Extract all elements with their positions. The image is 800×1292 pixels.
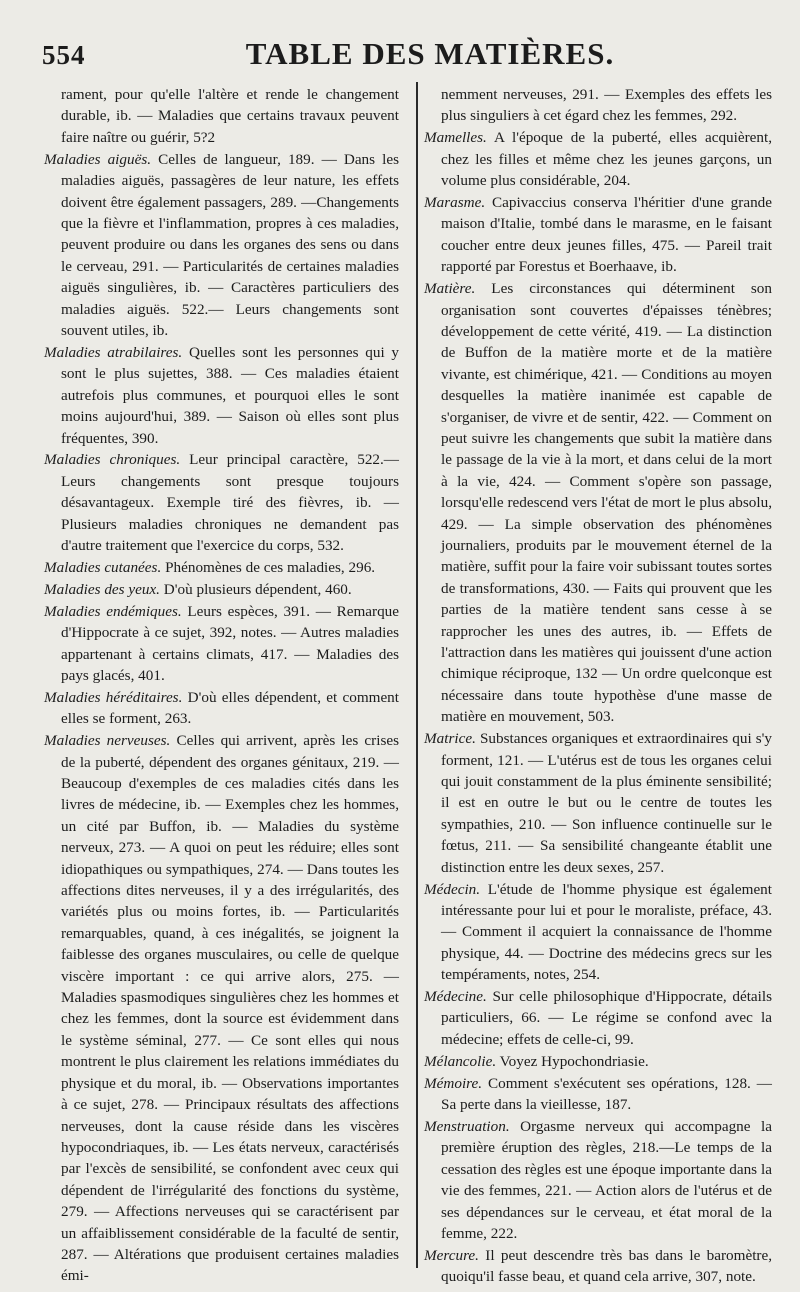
index-entry [44,579,399,600]
index-entry [424,728,772,878]
index-entry-text: A l'époque de la puberté, elles acquièrent, chez les filles et même chez les jeunes garçons, un volume plus considérable, 204. [441,129,772,190]
index-entry-text: Orgasme nerveux qui accompagne la première éruption des règles, 218.—Le temps de la cessation des règles est une époque importante dans la vie des femmes, 221. — Action alors de l'utérus et de ses dépendances sur le cerveau, et état moral de la femme, 222. [441,1118,772,1243]
index-entry-term: Médecine. [424,988,487,1006]
index-entry-text: L'étude de l'homme physique est également intéressante pour lui et pour le moraliste, préface, 43. — Comment il acquiert la connaissance de l'homme physique, 44. — Doctrine des médecins grecs sur les tempéraments, notes, 254. [441,880,773,984]
index-entry [424,278,772,728]
index-entry-term: Maladies nerveuses. [44,732,171,750]
index-entry [424,1116,772,1244]
index-entry-term: Mémoire. [424,1074,483,1092]
index-entry [424,1245,772,1288]
index-entry-term: Maladies aiguës. [44,150,152,168]
index-entry-term: Maladies chroniques. [44,451,181,469]
index-entry-text: Leur principal caractère, 522.—Leurs changements sont presque toujours désavantageux. Exemple tiré des fièvres, ib. — Plusieurs maladies chroniques ne demandent pas d'autre traitement que l'exercice du corps, 532. [61,451,399,555]
index-entry-term: Matière. [424,280,476,298]
index-entry-text: Les circonstances qui déterminent son organisation sont couvertes d'épaisses ténèbres; développement de cette vérité, 419. — La distinction de Buffon de la matière morte et de la matière vivante, est chimérique, 421. — Conditions au moyen desquelles la matière inanimée est capable de s'organiser, de vivre et de sentir, 422. — Comment on peut suivre les changements que subit la matière dans le passage de la vie à la mort, et dans celui de la mort à la vie, 424. — Comment s'opère son passage, lorsqu'elle redescend vers l'état de mort le plus absolu, 429. — La simple observation des phénomènes journaliers, produits par le mouvement éternel de la matière, suffit pour la faire voir subissant toutes sortes de transformations, 430. — Faits qui prouvent que les parties de la matière tendent sans cesse à se rapprocher les unes des autres, ib. — Effets de l'attraction dans les matières qui jouissent d'une action chimique réciproque, 132 — Un ordre quelconque est nécessaire dans toute hypothèse d'une masse de matière en mouvement, 503. [441,280,772,726]
index-entry [44,687,399,730]
index-entry-term: Mercure. [424,1246,479,1264]
index-entry-text: Celles de langueur, 189. — Dans les maladies aiguës, passagères de leur nature, les effets doivent être également passagers, 289. —Changements que la fièvre et l'inflammation, propres à ces maladies, peuvent produire ou dans les organes des sens ou dans le cerveau, 291. — Particularités de certaines maladies aiguës singulières, ib. — Caractères particuliers des maladies aiguës. 522.— Leurs changements sont souvent utiles, ib. [61,150,400,339]
index-entry [44,449,399,556]
index-entry-text: D'où plusieurs dépendent, 460. [163,580,352,598]
index-entry-term: Médecin. [424,880,481,898]
index-entry-text: Quelles sont les personnes qui y sont le plus sujettes, 388. — Ces maladies étaient autrefois plus communes, et pourquoi elles le sont moins aujourd'hui, 389. — Saison où elles sont plus fréquentes, 390. [61,343,400,447]
running-head-title: TABLE DES MATIÈRES. [245,36,615,71]
index-entry [44,84,399,148]
index-entry-term: Matrice. [424,730,476,748]
index-entry-text: Phénomènes de ces maladies, 296. [165,558,376,576]
index-column-right [424,84,772,1288]
index-entry-term: Maladies endémiques. [44,602,182,620]
index-entry-term: Marasme. [424,194,486,212]
index-entry [44,601,399,687]
index-entry [424,879,772,986]
index-entry [424,986,772,1050]
index-entry-term: Maladies des yeux. [44,580,160,598]
index-entry-term: Menstruation. [424,1118,510,1135]
index-entry-text: Il peut descendre très bas dans le baromètre, quoiqu'il fasse beau, et quand cela arrive, 307, note. [441,1246,773,1286]
index-entry-text: rament, pour qu'elle l'altère et rende le changement durable, ib. — Maladies que certains travaux peuvent faire naître ou guérir, 5?2 [61,86,399,146]
index-entry [44,149,399,342]
index-entry-term: Maladies atrabilaires. [44,343,183,361]
index-entry-text: Comment s'exécutent ses opérations, 128. — Sa perte dans la vieillesse, 187. [441,1074,772,1114]
index-entry-text: Capivaccius conserva l'héritier d'une grande maison d'Italie, tombé dans le marasme, en le faisant coucher entre deux jeunes filles, 475. — Pareil trait rapporté par Forestus et Boerhaave, ib. [441,194,772,276]
index-entry-term: Maladies cutanées. [44,558,162,576]
index-entry-text: Celles qui arrivent, après les crises de la puberté, dépendent des organes génitaux, 219. — Beaucoup d'exemples de ces maladies cités dans les livres de médecine, ib. — Exemples chez les hommes, un cité par Buffon, ib. — Maladies du système nerveux, 273. — A quoi on peut les réduire; elles sont idiopathiques ou sympathiques, 274. — Dans toutes les affections dites nerveuses, il y a des irrégularités, des variétés plus ou moins fortes, ib. — Particularités remarquables, quand, à ces inégalités, se joignent la faiblesse des organes musculaires, ou celle de quelque viscère important : ce qui arrive alors, 275. — Maladies spasmodiques singulières chez les hommes et chez les femmes, dont la source est évidemment dans le système séminal, 277. — Ce sont elles qui nous montrent le plus clairement les relations immédiates du physique et du moral, ib. — Observations importantes à ce sujet, 278. — Principaux résultats des affections nerveuses, dont la cause réside dans les viscères hypocondriaques, ib. — Les états nerveux, caractérisés par l'excès de sensibilité, se confondent avec ceux qui dépendent de l'irrégularité des fonctions du système, 279. — Affections nerveuses qui se caractérisent par un affaiblissement considérable de la faculté de sentir, 287. — Altérations que produisent certaines maladies émi- [61,732,400,1285]
page-number: 554 [42,40,86,70]
index-entry-term: Mélancolie. [424,1052,497,1070]
index-entry [424,1073,772,1116]
index-entry [424,84,772,127]
index-entry [424,1051,772,1072]
index-entry-text: Voyez Hypochondriasie. [499,1052,649,1070]
index-entry [44,342,399,449]
index-column-left [44,84,399,1287]
index-entry [44,730,399,1287]
index-entry [424,127,772,191]
index-entry-text: Substances organiques et extraordinaires qui s'y forment, 121. — L'utérus est de tous les organes celui qui jouit constamment de la plus éminente sensibilité; il est en outre le but ou le centre de toutes les sympathies, 210. — Son influence continuelle sur le fœtus, 211. — Sa sensibilité changeante établit une distinction entre les deux sexes, 257. [441,730,773,876]
index-entry [424,192,772,278]
index-entry-text: D'où elles dépendent, et comment elles se forment, 263. [61,688,399,728]
index-entry-text: nemment nerveuses, 291. — Exemples des effets les plus singuliers à cet égard chez les femmes, 292. [441,86,772,125]
index-entry [44,557,399,578]
index-entry-term: Maladies héréditaires. [44,688,183,706]
index-entry-text: Sur celle philosophique d'Hippocrate, détails particuliers, 66. — Le régime se confond avec la médecine; effets de celle-ci, 99. [441,988,773,1048]
column-divider [416,82,418,1268]
index-entry-text: Leurs espèces, 391. — Remarque d'Hippocrate à ce sujet, 392, notes. — Autres maladies appartenant à certains climats, 417. — Maladies des pays glacés, 401. [61,602,400,684]
index-entry-term: Mamelles. [424,129,487,147]
